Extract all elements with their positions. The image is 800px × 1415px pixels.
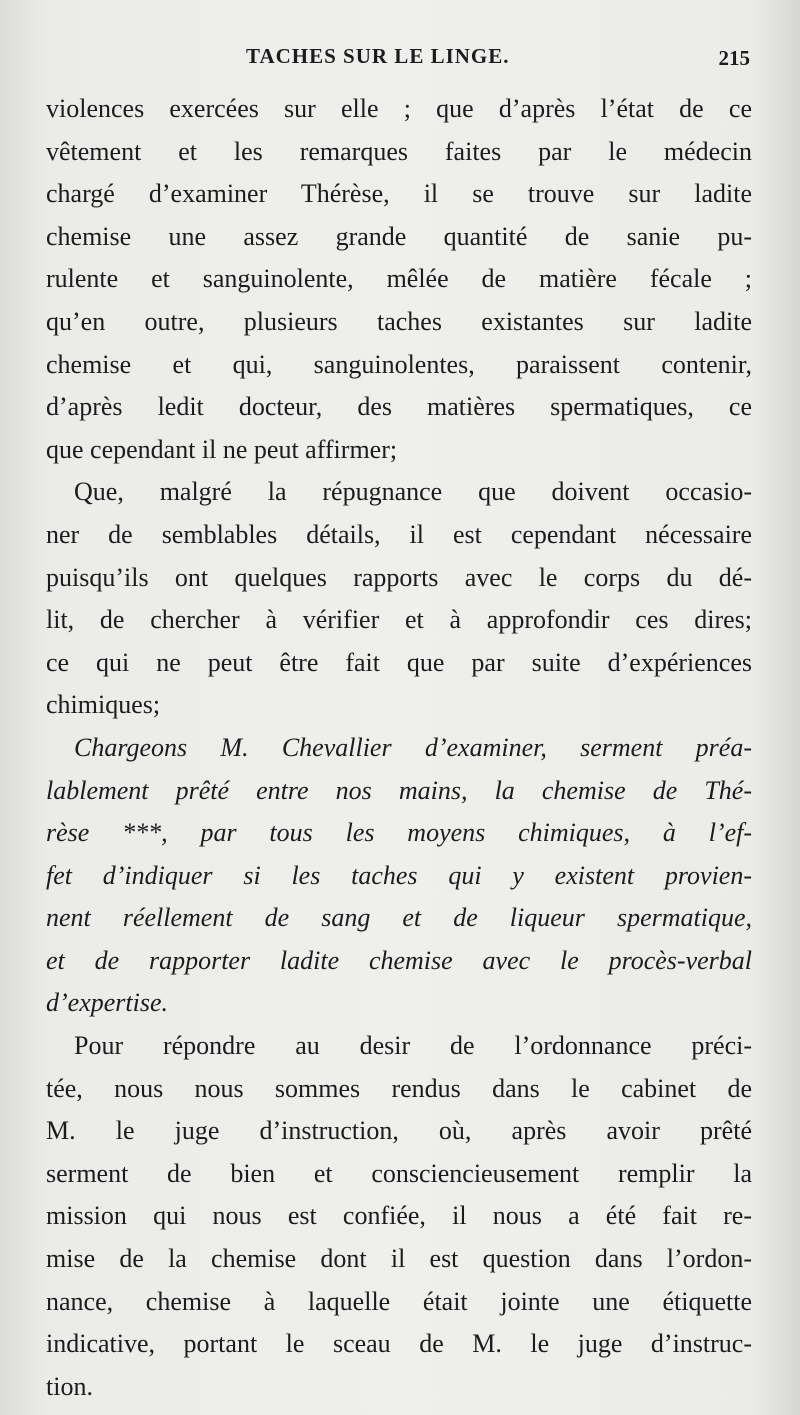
text-line: rèse ***, par tous les moyens chimiques, à l’ef-	[46, 818, 752, 848]
text-line: qu’en outre, plusieurs taches existantes sur ladite	[46, 306, 752, 336]
text-line: tion.	[46, 1371, 93, 1401]
text-line: tée, nous nous sommes rendus dans le cabinet de	[46, 1073, 752, 1103]
text-line: chemise une assez grande quantité de sanie pu-	[46, 221, 752, 251]
text-line: mission qui nous est confiée, il nous a été fait re-	[46, 1201, 752, 1231]
text-line: Pour répondre au desir de l’ordonnance préci-	[74, 1031, 752, 1061]
text-line: chimiques;	[46, 690, 161, 720]
running-title: TACHES SUR LE LINGE.	[246, 44, 510, 68]
text-line: vêtement et les remarques faites par le médecin	[46, 136, 752, 166]
text-line: Que, malgré la répugnance que doivent occasio-	[74, 477, 752, 507]
text-line: chemise et qui, sanguinolentes, paraissent contenir,	[46, 349, 752, 379]
page-number: 215	[718, 46, 750, 70]
text-line: M. le juge d’instruction, où, après avoir prêté	[46, 1116, 752, 1146]
text-line: d’expertise.	[46, 988, 169, 1018]
text-line: violences exercées sur elle ; que d’après l’état de ce	[46, 94, 752, 123]
text-line: ce qui ne peut être fait que par suite d’expériences	[46, 647, 752, 677]
text-line: lit, de chercher à vérifier et à approfondir ces dires;	[46, 605, 752, 635]
text-line: nent réellement de sang et de liqueur spermatique,	[46, 903, 752, 933]
page-header	[46, 44, 754, 74]
text-line: puisqu’ils ont quelques rapports avec le corps du dé-	[46, 562, 752, 592]
text-line: lablement prêté entre nos mains, la chemise de Thé-	[46, 775, 752, 805]
text-line: et de rapporter ladite chemise avec le procès-verbal	[46, 945, 752, 975]
body-text	[46, 88, 752, 1408]
text-line: ner de semblables détails, il est cependant nécessaire	[46, 519, 752, 549]
text-line: rulente et sanguinolente, mêlée de matière fécale ;	[46, 264, 752, 294]
text-line: que cependant il ne peut affirmer;	[46, 434, 398, 464]
text-line: fet d’indiquer si les taches qui y existent provien-	[46, 860, 752, 890]
text-line: indicative, portant le sceau de M. le juge d’instruc-	[46, 1329, 752, 1359]
text-line: Chargeons M. Chevallier d’examiner, serment préa-	[74, 732, 752, 762]
text-line: serment de bien et consciencieusement remplir la	[46, 1158, 752, 1188]
text-line: d’après ledit docteur, des matières spermatiques, ce	[46, 392, 752, 422]
text-line: nance, chemise à laquelle était jointe une étiquette	[46, 1286, 752, 1316]
text-line: chargé d’examiner Thérèse, il se trouve sur ladite	[46, 179, 752, 209]
text-line: mise de la chemise dont il est question dans l’ordon-	[46, 1244, 752, 1274]
